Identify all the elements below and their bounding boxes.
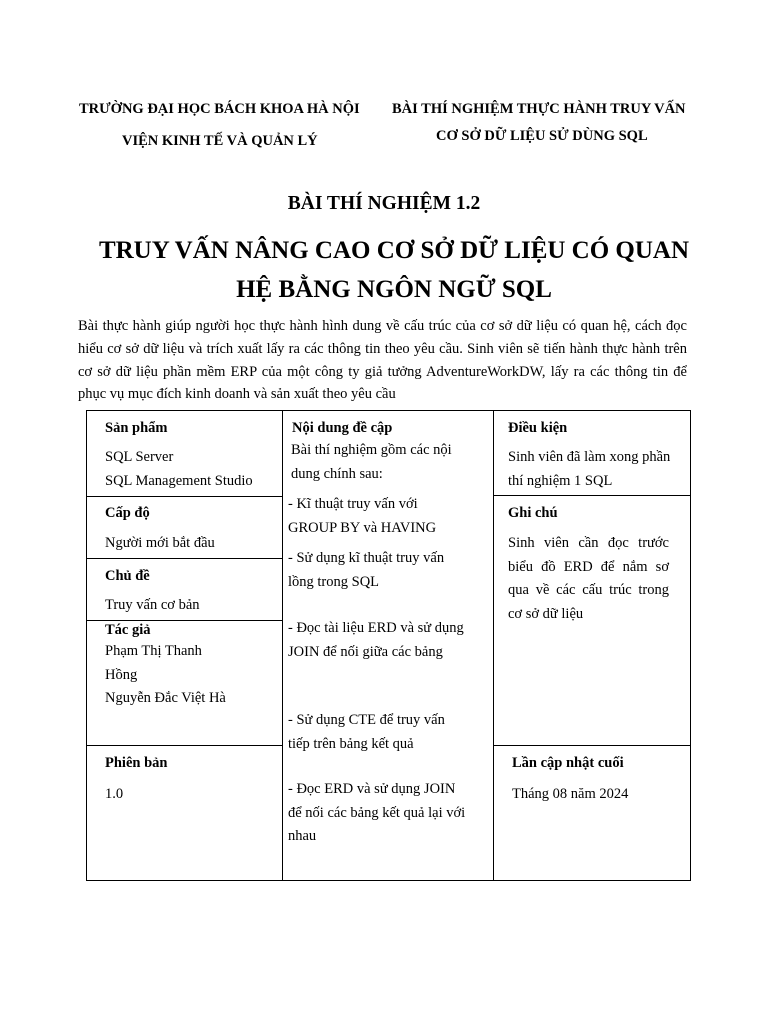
author-label: Tác giả: [105, 622, 151, 638]
condition-value: Sinh viên đã làm xong phần thí nghiệm 1 SQL: [508, 449, 671, 489]
author-line: Nguyễn Đắc Việt Hà: [105, 690, 226, 706]
row-divider: [87, 558, 282, 559]
course-title-line1: BÀI THÍ NGHIỆM THỰC HÀNH TRUY VẤN: [392, 101, 686, 117]
note-value: Sinh viên cần đọc trước biểu đồ ERD để nắm sơ qua về các cấu trúc trong cơ sở dữ liệu: [508, 535, 669, 622]
level-label: Cấp độ: [105, 505, 150, 521]
university-name: TRƯỜNG ĐẠI HỌC BÁCH KHOA HÀ NỘI: [79, 101, 360, 117]
content-item: - Sử dụng CTE để truy vấn tiếp trên bảng kết quả: [288, 712, 445, 752]
author-line: Phạm Thị Thanh: [105, 643, 202, 659]
intro-paragraph: Bài thực hành giúp người học thực hành hình dung về cấu trúc của cơ sở dữ liệu có quan hệ, cách đọc hiểu cơ sở dữ liệu và trích xuất lấy ra các thông tin theo yêu cầu. Sinh viên sẽ tiến hành thực hành trên cơ sở dữ liệu phần mềm ERP của một công ty giả tưởng AdventureWorkDW, lấy ra các thông tin để phục vụ mục đích kinh doanh và sản xuất theo yêu cầu: [78, 318, 687, 403]
institute-name: VIỆN KINH TẾ VÀ QUẢN LÝ: [122, 133, 318, 149]
version-label: Phiên bản: [105, 755, 168, 771]
content-item: - Đọc ERD và sử dụng JOIN để nối các bảng kết quả lại với nhau: [288, 781, 466, 844]
row-divider: [87, 745, 282, 746]
level-value: Người mới bắt đầu: [105, 535, 215, 551]
lab-title: [70, 231, 718, 309]
course-title-line2: CƠ SỞ DỮ LIỆU SỬ DÙNG SQL: [436, 128, 648, 144]
last-update-label: Lần cập nhật cuối: [512, 755, 624, 771]
content-item: - Đọc tài liệu ERD và sử dụng JOIN để nối giữa các bảng: [288, 620, 464, 660]
row-divider: [493, 745, 690, 746]
lab-title-line2: HỆ BẰNG NGÔN NGỮ SQL: [236, 276, 552, 303]
topic-label: Chủ đề: [105, 568, 150, 584]
row-divider: [87, 620, 282, 621]
lab-info-table: [86, 410, 691, 881]
content-item: - Kĩ thuật truy vấn với GROUP BY và HAVING: [288, 496, 437, 536]
column-divider: [282, 411, 283, 880]
condition-label: Điều kiện: [508, 420, 568, 436]
product-label: Sản phẩm: [105, 420, 168, 436]
product-line: SQL Management Studio: [105, 472, 253, 489]
row-divider: [87, 496, 282, 497]
last-update-value: Tháng 08 năm 2024: [512, 786, 629, 802]
lab-number-heading: BÀI THÍ NGHIỆM 1.2: [287, 193, 481, 214]
content-item: - Sử dụng kĩ thuật truy vấn lồng trong SQL: [288, 550, 445, 590]
author-value: [105, 640, 275, 711]
content-label: Nội dung đề cập: [292, 420, 393, 436]
author-line: Hồng: [105, 666, 138, 683]
product-line: SQL Server: [105, 449, 174, 465]
content-intro: Bài thí nghiệm gồm các nội dung chính sau:: [291, 442, 452, 482]
lab-title-line1: TRUY VẤN NÂNG CAO CƠ SỞ DỮ LIỆU CÓ QUAN: [98, 237, 690, 264]
topic-value: Truy vấn cơ bản: [105, 597, 200, 613]
note-label: Ghi chú: [508, 505, 558, 521]
product-value: [105, 446, 280, 493]
column-divider: [493, 411, 494, 880]
row-divider: [493, 495, 690, 496]
version-value: 1.0: [105, 786, 124, 802]
